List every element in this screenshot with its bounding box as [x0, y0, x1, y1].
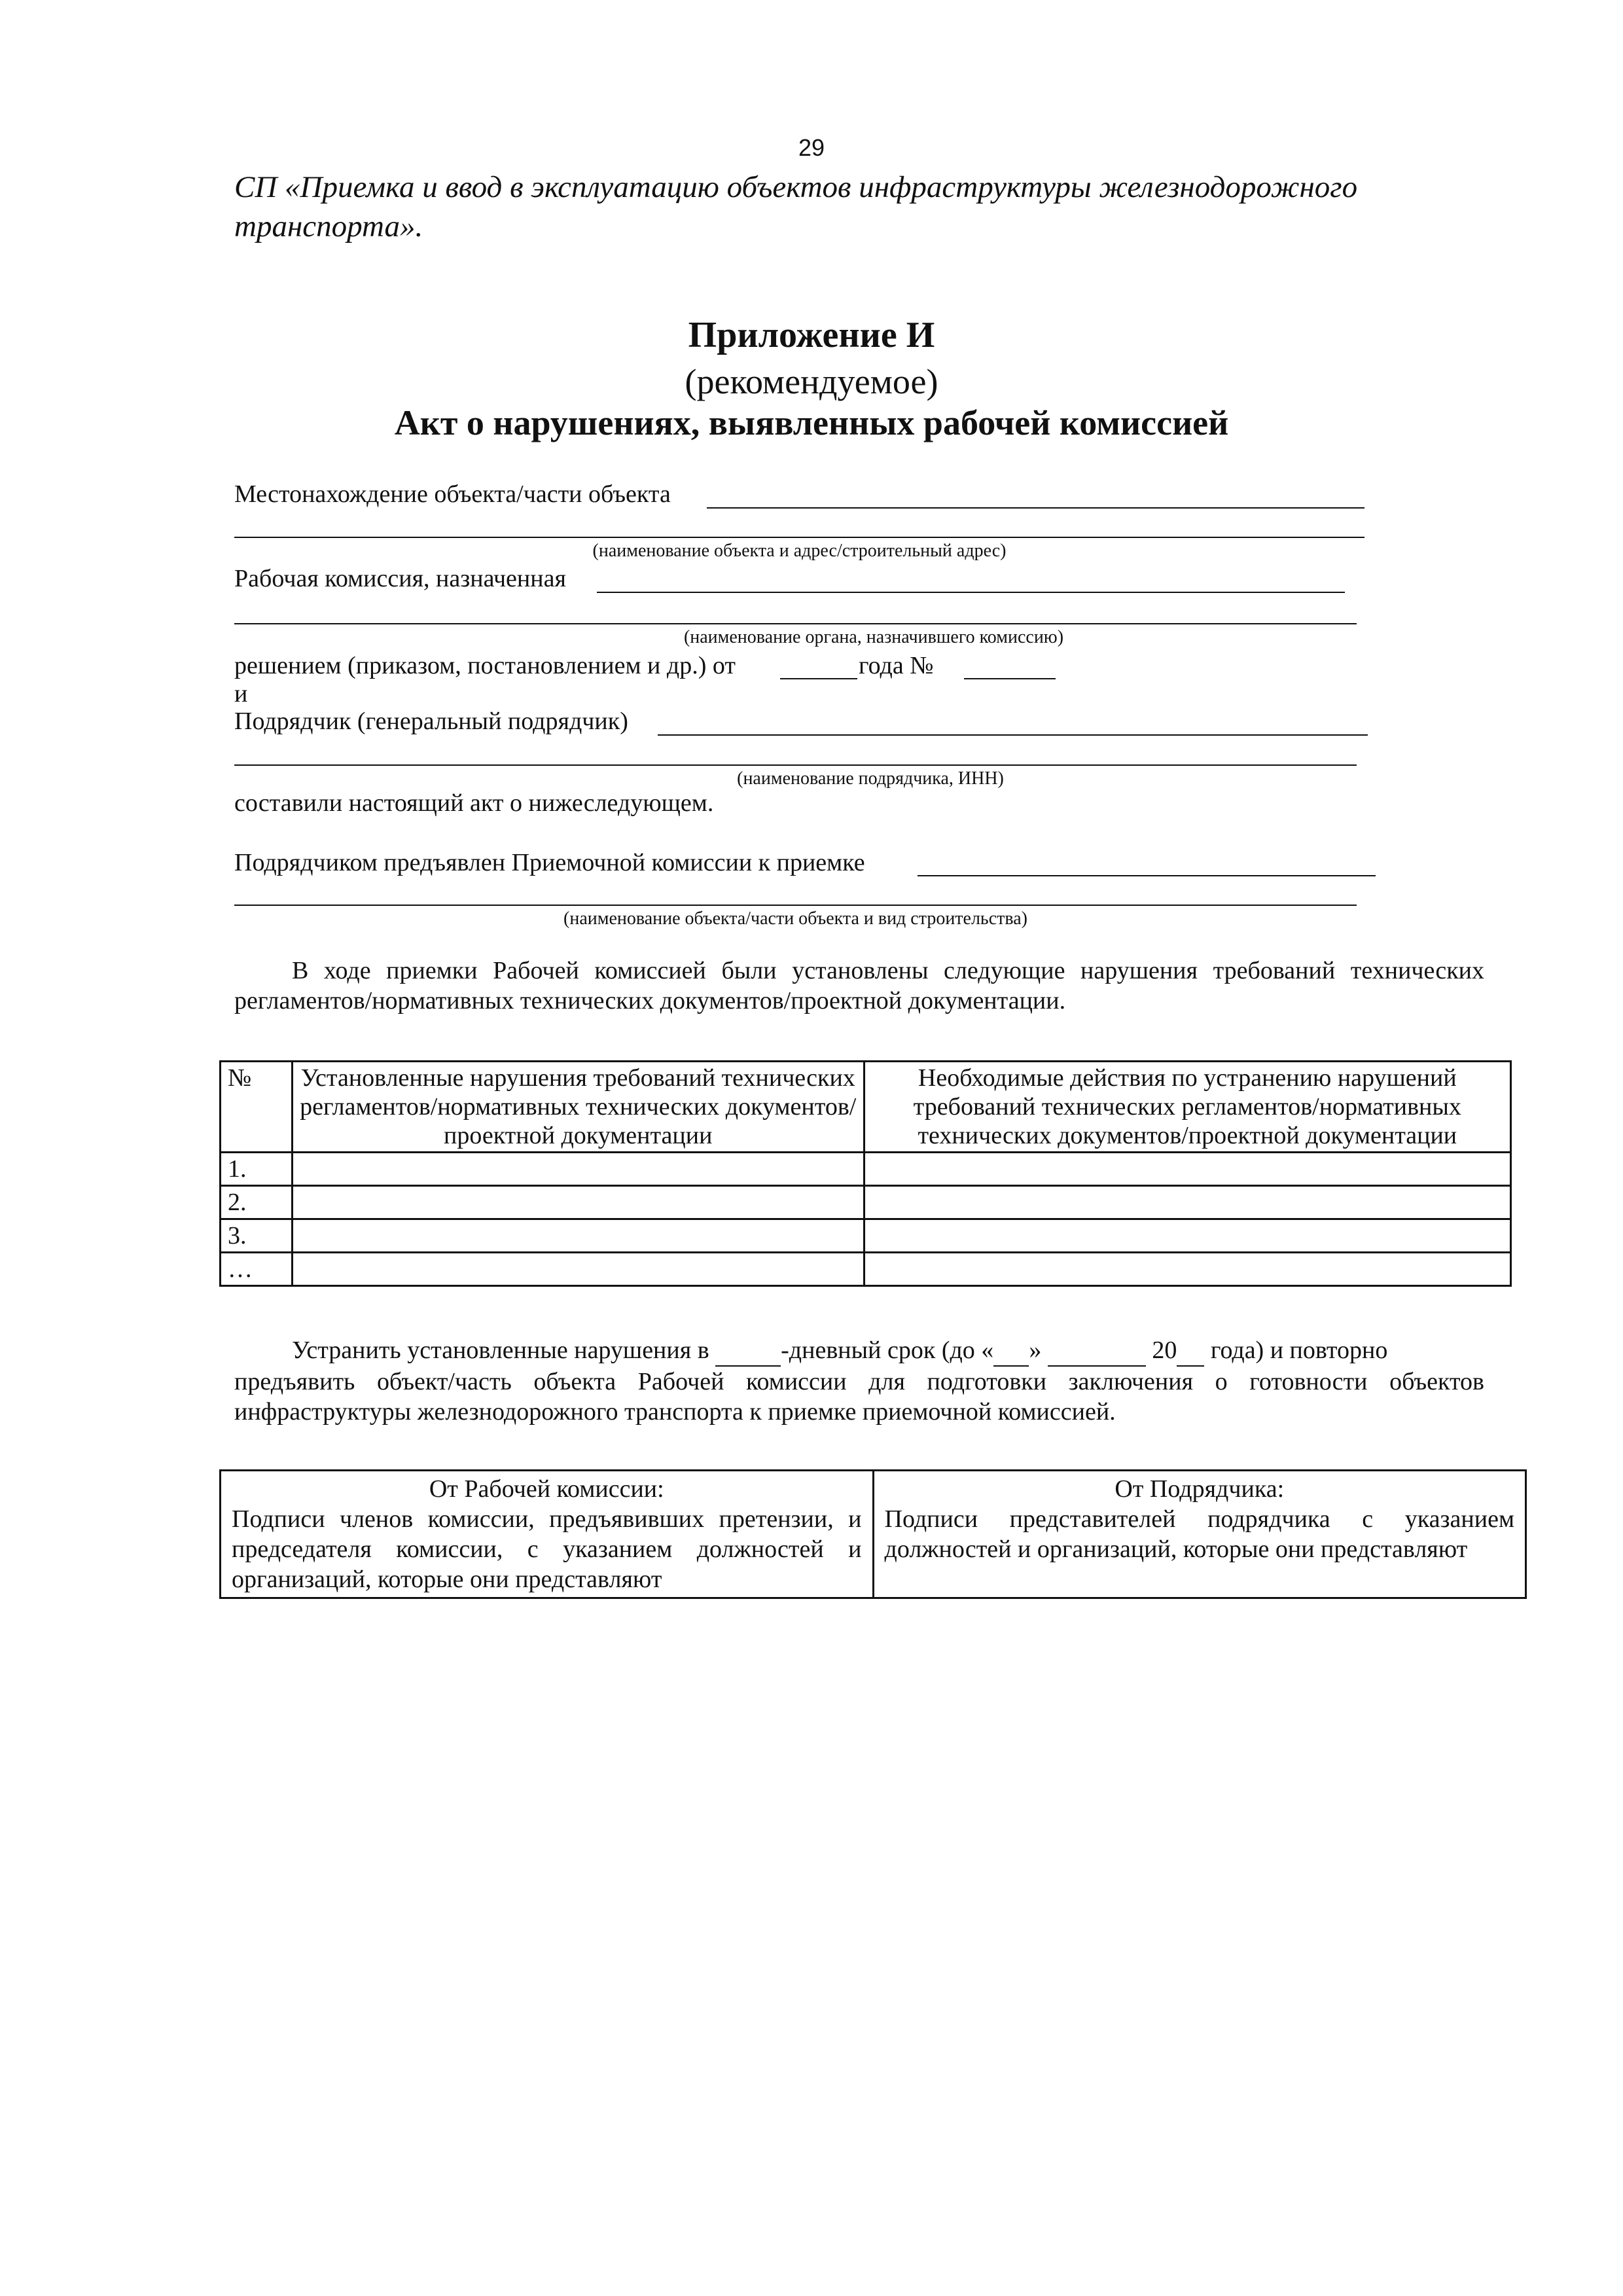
table-row: [221, 1219, 1511, 1253]
action-cell[interactable]: [864, 1153, 1510, 1186]
signatures-row: [221, 1471, 1526, 1598]
violation-cell[interactable]: [292, 1219, 864, 1253]
location-blank-line2: [234, 537, 1364, 538]
working-commission-header: От Рабочей комиссии:: [429, 1475, 664, 1503]
remedy-paragraph: [234, 1335, 1484, 1427]
violation-cell[interactable]: [292, 1153, 864, 1186]
month-blank: [1048, 1335, 1146, 1367]
contractor-cell: [873, 1471, 1526, 1598]
header-violations: Установленные нарушения требований технических регламентов/нормативных технических документов/проектной документации: [292, 1062, 864, 1153]
day-blank: [993, 1335, 1029, 1367]
contractor-label: Подрядчик (генеральный подрядчик): [234, 708, 628, 735]
commission-blank: [597, 592, 1345, 593]
remedy-first-line: [234, 1335, 1484, 1367]
presented-blank: [918, 875, 1376, 876]
contractor-header: От Подрядчика:: [1115, 1475, 1285, 1503]
table-row: [221, 1253, 1511, 1286]
contractor-blank-line2: [234, 764, 1357, 766]
caption-contractor: (наименование подрядчика, ИНН): [737, 768, 1004, 789]
caption-organ: (наименование органа, назначившего комиссию): [683, 627, 1064, 647]
remedy-text: -дневный срок (до «: [781, 1336, 994, 1364]
row-number: …: [221, 1253, 293, 1286]
action-cell[interactable]: [864, 1219, 1510, 1253]
decision-year-label: года №: [859, 652, 934, 679]
row-number: 3.: [221, 1219, 293, 1253]
remedy-text: 20: [1152, 1336, 1177, 1364]
commission-label: Рабочая комиссия, назначенная: [234, 565, 566, 592]
violations-table: [219, 1060, 1512, 1287]
remedy-text: Устранить установленные нарушения в: [292, 1336, 709, 1364]
document-header: СП «Приемка и ввод в эксплуатацию объектов инфраструктуры железнодорожного транспорта».: [234, 170, 1358, 243]
intro-paragraph: В ходе приемки Рабочей комиссией были установлены следующие нарушения требований технических регламентов/нормативных технических документов/проектной документации.: [234, 957, 1484, 1014]
decision-number-blank: [964, 678, 1056, 679]
location-blank: [707, 507, 1364, 509]
location-label: Местонахождение объекта/части объекта: [234, 480, 671, 508]
caption-presented: (наименование объекта/части объекта и вид строительства): [563, 908, 1027, 929]
page-number: 29: [798, 134, 825, 161]
contractor-blank: [658, 734, 1368, 736]
contractor-text: Подписи представителей подрядчика с указанием должностей и организаций, которые они представляют: [884, 1505, 1514, 1563]
days-blank: [715, 1335, 781, 1367]
appendix-title: Приложение И: [688, 315, 935, 355]
caption-object: (наименование объекта и адрес/строительный адрес): [592, 541, 1007, 561]
year-blank: [1177, 1335, 1204, 1367]
remedy-text: »: [1029, 1336, 1042, 1364]
row-number: 2.: [221, 1186, 293, 1219]
appendix-subtitle: (рекомендуемое): [685, 362, 938, 401]
compiled-statement: составили настоящий акт о нижеследующем.: [234, 789, 714, 817]
violation-cell[interactable]: [292, 1186, 864, 1219]
action-cell[interactable]: [864, 1253, 1510, 1286]
signatures-table: [219, 1469, 1527, 1599]
commission-blank-line2: [234, 623, 1357, 624]
working-commission-cell: [221, 1471, 874, 1598]
presented-label: Подрядчиком предъявлен Приемочной комиссии к приемке: [234, 849, 865, 876]
decision-prefix: решением (приказом, постановлением и др.) от: [234, 652, 736, 679]
header-actions: Необходимые действия по устранению нарушений требований технических регламентов/нормативных технических документов/проектной документации: [864, 1062, 1510, 1153]
violations-header-row: [221, 1062, 1511, 1153]
presented-blank-line2: [234, 905, 1357, 906]
row-number: 1.: [221, 1153, 293, 1186]
working-commission-text: Подписи членов комиссии, предъявивших претензии, и председателя комиссии, с указанием должностей и организаций, которые они представляют: [232, 1505, 862, 1593]
header-number: №: [221, 1062, 293, 1153]
table-row: [221, 1186, 1511, 1219]
act-title: Акт о нарушениях, выявленных рабочей комиссией: [394, 403, 1229, 442]
remedy-text: года) и повторно: [1210, 1336, 1388, 1364]
action-cell[interactable]: [864, 1186, 1510, 1219]
violation-cell[interactable]: [292, 1253, 864, 1286]
conjunction-and: и: [234, 680, 248, 708]
remedy-rest: предъявить объект/часть объекта Рабочей комиссии для подготовки заключения о готовности объектов инфраструктуры железнодорожного транспорта к приемке приемочной комиссией.: [234, 1368, 1484, 1426]
decision-date-blank: [780, 678, 857, 679]
table-row: [221, 1153, 1511, 1186]
